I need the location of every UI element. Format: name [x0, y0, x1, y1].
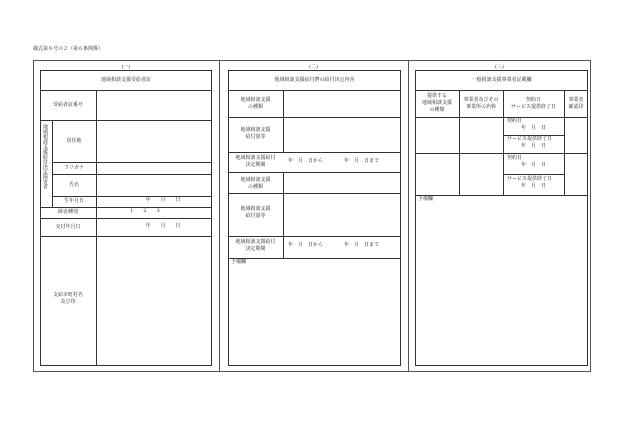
confirm-seal-header-line1: 事業者	[568, 97, 584, 103]
contract-header-line1: 契約日	[525, 97, 541, 103]
municipality-label-line1: 支給市町村名	[52, 292, 83, 298]
provider-name-header	[459, 97, 503, 111]
section-heading-1: (一)	[121, 64, 131, 70]
divider	[415, 117, 588, 118]
service-end-value-1: 年 月 日	[520, 143, 546, 149]
service-type-header-line1: 提供する	[426, 93, 447, 99]
divider	[228, 90, 401, 91]
service-type-label-1-line2: の種類	[247, 104, 263, 110]
service-end-label-1: サービス提供終了日	[507, 136, 553, 142]
address-label: 居住地	[66, 137, 82, 144]
issue-date-value: 年 月 日	[145, 223, 181, 229]
benefit-amount-label-2-line1: 地域相談支援	[240, 206, 271, 212]
contract-date-value-1: 年 月 日	[520, 125, 546, 131]
divider	[228, 193, 401, 194]
divider	[96, 90, 97, 120]
decision-title: 地域相談支援給付費の給付決定内容	[274, 76, 355, 83]
contract-header	[503, 97, 564, 111]
benefit-amount-label-2	[228, 206, 283, 220]
contract-date-label-1: 契約日	[507, 118, 523, 124]
service-type-label-1-line1: 地域相談支援	[240, 97, 271, 103]
service-type-label-2-line2: の種類	[247, 184, 263, 190]
service-type-label-2-line1: 地域相談支援	[240, 177, 271, 183]
benefit-amount-label-2-line2: 給付量等	[245, 213, 266, 219]
provider-name-header-line1: 事業者及びその	[463, 97, 499, 103]
divider	[96, 207, 97, 218]
divider	[96, 120, 97, 207]
period-from-2: 年 月 日から	[288, 242, 324, 248]
divider	[40, 236, 212, 237]
service-end-value-2: 年 月 日	[520, 183, 546, 189]
notes-label-3: 予備欄	[418, 196, 434, 202]
notes-label-2: 予備欄	[231, 259, 247, 265]
provider-panel	[415, 70, 588, 366]
service-type-header-line3: の種類	[429, 107, 445, 113]
recipient-group-label: 地域相談支援給付決定障害者	[42, 124, 48, 189]
divider	[228, 152, 401, 153]
certificate-title: 地域相談支援受給者証	[100, 76, 151, 83]
decision-period-label-2-line2: 決定期間	[245, 246, 266, 252]
divider	[415, 90, 588, 91]
service-type-header-line2: 地域相談支援	[421, 100, 452, 106]
divider	[228, 258, 401, 259]
divider	[283, 172, 284, 258]
confirm-seal-header-line2: 確認印	[568, 104, 584, 110]
municipality-label	[40, 292, 96, 306]
contract-date-label-2: 契約日	[507, 155, 523, 161]
contract-date-value-2: 年 月 日	[520, 162, 546, 168]
service-type-label-1	[228, 97, 283, 111]
birthdate-label: 生年月日	[63, 198, 84, 204]
divider	[283, 90, 284, 152]
decision-period-label-1-line2: 決定期間	[245, 162, 266, 168]
name-label: 氏名	[68, 181, 79, 188]
section-divider	[408, 60, 409, 372]
benefit-amount-label-1-line1: 地域相談支援	[240, 127, 271, 133]
decision-period-label-1-line1: 地域相談支援給付	[235, 155, 276, 161]
service-end-label-2: サービス提供終了日	[507, 176, 553, 182]
divider	[503, 174, 564, 175]
furigana-label: フリガナ	[64, 164, 84, 171]
period-from-1: 年 月 日から	[288, 158, 324, 164]
decision-period-label-2	[228, 239, 283, 253]
divider	[415, 153, 588, 154]
service-type-label-2	[228, 177, 283, 191]
divider	[96, 218, 97, 236]
benefit-amount-label-1-line2: 給付量等	[245, 134, 266, 140]
service-type-header	[415, 93, 459, 114]
period-to-2: 年 月 日まで	[344, 242, 380, 248]
disability-type-values: 1 2 3	[130, 208, 160, 214]
confirm-seal-header	[564, 97, 588, 111]
divider	[96, 236, 97, 366]
divider	[415, 195, 588, 196]
provider-title: 一般相談支援事業者記載欄	[471, 76, 532, 83]
decision-period-label-2-line1: 地域相談支援給付	[235, 239, 276, 245]
municipality-label-line2: 及び印	[60, 299, 76, 305]
birthdate-value: 年 月 日	[145, 197, 181, 203]
issue-date-label: 交付年月日	[55, 223, 81, 230]
contract-header-line2: サービス提供終了日	[510, 104, 556, 110]
benefit-amount-label-1	[228, 127, 283, 141]
decision-period-label-1	[228, 155, 283, 169]
period-to-1: 年 月 日まで	[344, 158, 380, 164]
section-heading-3: (三)	[495, 64, 504, 70]
divider	[228, 236, 401, 237]
provider-name-header-line2: 事業所の名称	[465, 104, 496, 110]
form-caption: 様式第８号の２（第６条関係）	[33, 46, 104, 52]
section-divider	[219, 60, 220, 372]
cert-number-label: 受給者証番号	[52, 101, 83, 108]
divider	[228, 172, 401, 173]
disability-type-label: 障害種別	[57, 209, 78, 215]
divider	[228, 117, 401, 118]
section-heading-2: (二)	[309, 64, 318, 70]
